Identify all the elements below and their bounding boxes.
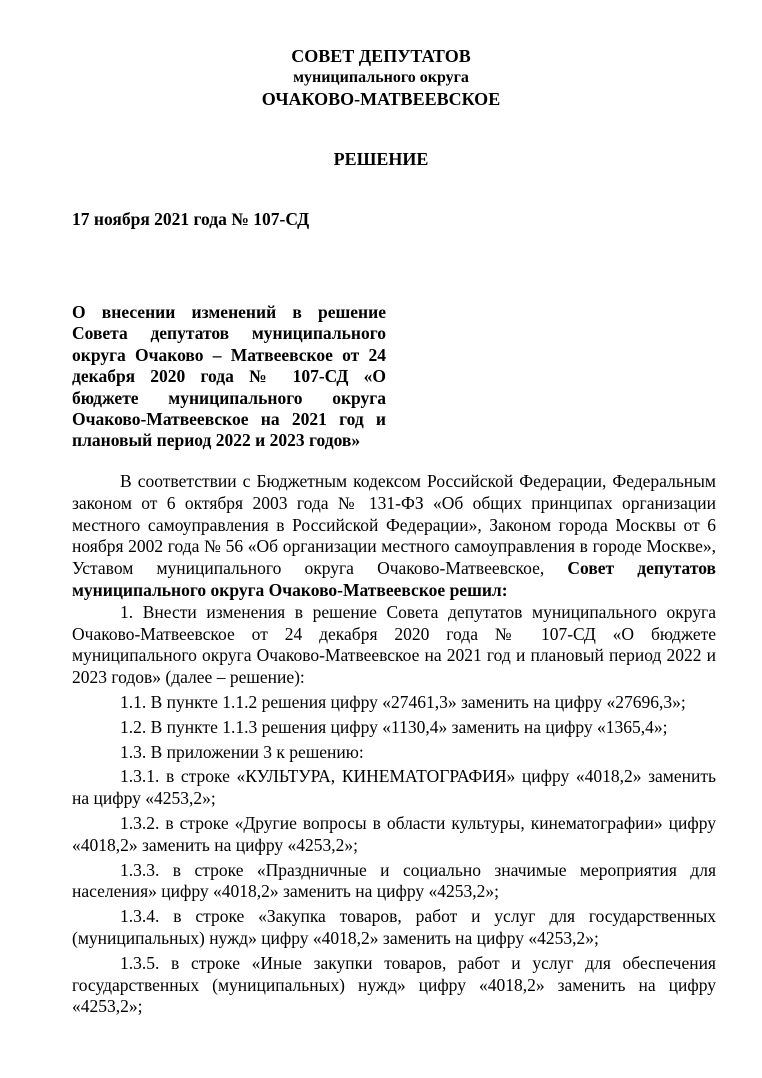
document-type-heading: РЕШЕНИЕ [333, 149, 429, 169]
preamble-text: В соответствии с Бюджетным кодексом Российской Федерации, Федеральным законом от 6 октября 2003 года № 131-ФЗ «Об общих принципах организации местного самоуправления в Российской Федерации», Законом города Москвы от 6 ноября 2002 года № 56 «Об организации местного самоуправления в городе Москве», Уставом муниципального округа Очаково-Матвеевское, [72, 471, 716, 579]
item-1-3: 1.3. В приложении 3 к решению: [120, 741, 364, 762]
item-1-3-3: 1.3.3. в строке «Праздничные и социально значимые мероприятия для населения» цифру «4018,2» заменить на цифру «4253,2»; [72, 859, 716, 902]
preamble-resolution: Совет депутатов муниципального округа Очаково-Матвеевское решил: [72, 558, 716, 600]
item-1-3-5: 1.3.5. в строке «Иные закупки товаров, работ и услуг для обеспечения государственных (муниципальных) нужд» цифру «4018,2» заменить на цифру «4253,2»; [72, 952, 716, 1017]
preamble-paragraph [72, 471, 716, 602]
item-1-3-1: 1.3.1. в строке «КУЛЬТУРА, КИНЕМАТОГРАФИЯ» цифру «4018,2» заменить на цифру «4253,2»; [72, 766, 716, 809]
item-1-1: 1.1. В пункте 1.1.2 решения цифру «27461,3» заменить на цифру «27696,3»; [120, 691, 686, 712]
item-1: 1. Внести изменения в решение Совета депутатов муниципального округа Очаково-Матвеевское от 24 декабря 2020 года № 107-СД «О бюджете муниципального округа Очаково-Матвеевское на 2021 год и плановый период 2022 и 2023 годов» (далее – решение): [72, 601, 716, 688]
item-1-2: 1.2. В пункте 1.1.3 решения цифру «1130,4» заменить на цифру «1365,4»; [120, 716, 668, 737]
municipal-subtitle: муниципального округа [293, 69, 469, 86]
item-1-3-4: 1.3.4. в строке «Закупка товаров, работ и услуг для государственных (муниципальных) нужд» цифру «4018,2» заменить на цифру «4253,2»; [72, 906, 716, 948]
okrug-title: ОЧАКОВО-МАТВЕЕВСКОЕ [261, 89, 501, 109]
decision-subject: О внесении изменений в решение Совета депутатов муниципального округа Очаково – Матвеевское от 24 декабря 2020 года № 107-СД «О бюджете муниципального округа Очаково-Матвеевское на 2021 год и плановый период 2022 и 2023 годов» [72, 302, 386, 451]
item-1-3-2: 1.3.2. в строке «Другие вопросы в области культуры, кинематографии» цифру «4018,2» заменить на цифру «4253,2»; [72, 812, 716, 855]
council-title: СОВЕТ ДЕПУТАТОВ [291, 46, 471, 66]
date-and-number: 17 ноября 2021 года № 107-СД [72, 209, 310, 229]
document-body [72, 471, 716, 1018]
